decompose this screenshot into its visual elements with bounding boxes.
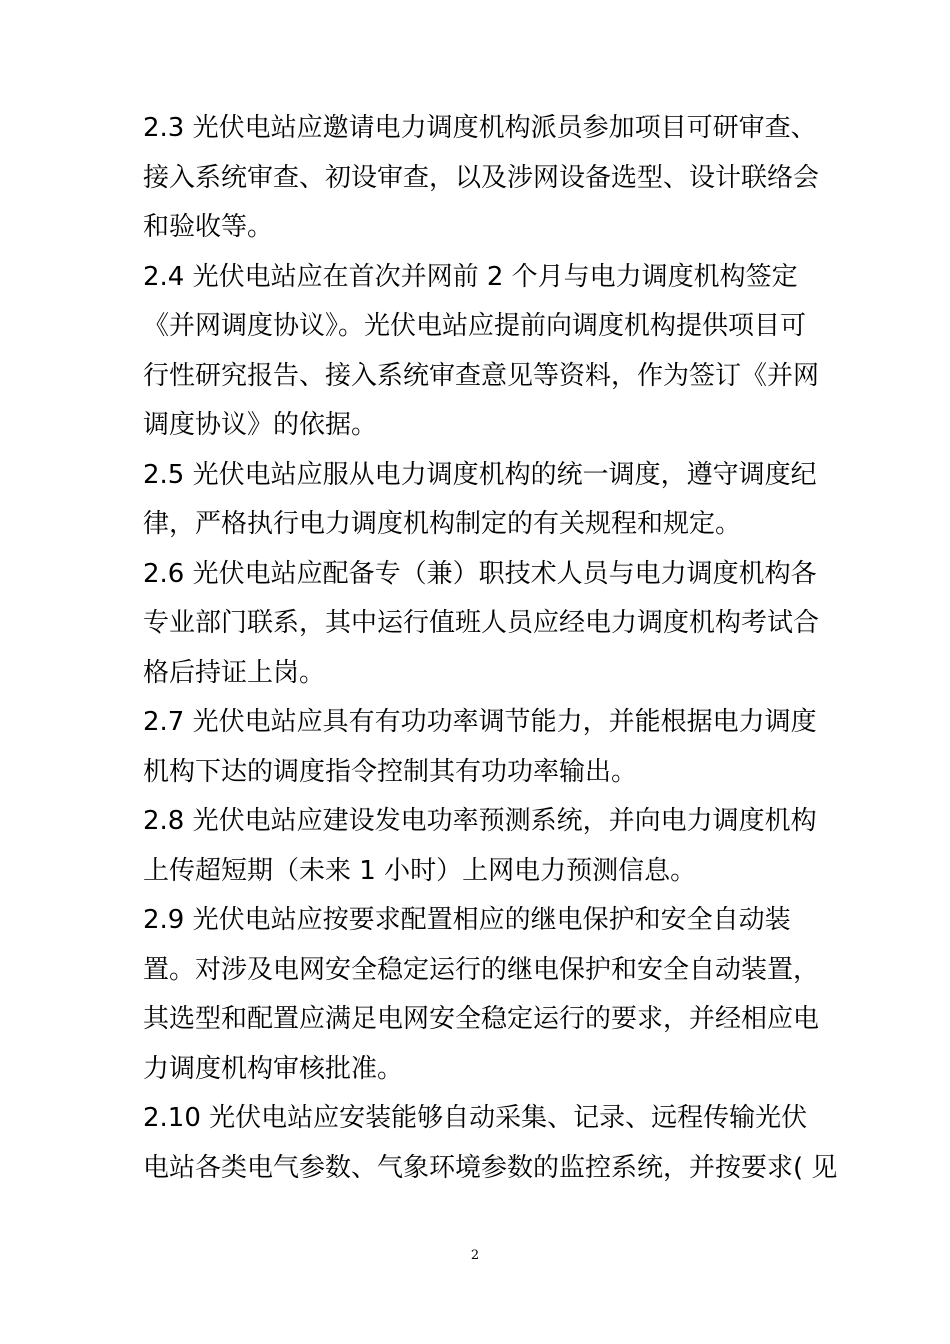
text-line: 2.5 光伏电站应服从电力调度机构的统一调度，遵守调度纪	[143, 459, 817, 490]
text-line: 力调度机构审核批准。	[143, 1053, 404, 1084]
text-line: 置。对涉及电网安全稳定运行的继电保护和安全自动装置，	[143, 954, 820, 985]
text-line: 律，严格执行电力调度机构制定的有关规程和规定。	[143, 509, 742, 539]
text-line: 和验收等。	[143, 212, 274, 242]
text-line: 其选型和配置应满足电网安全稳定运行的要求，并经相应电	[143, 1004, 820, 1034]
page-number: 2	[470, 1248, 480, 1263]
text-line: 2.6 光伏电站应配备专（兼）职技术人员与电力调度机构各	[143, 558, 817, 589]
body-text	[143, 104, 838, 1193]
text-line: 2.10 光伏电站应安装能够自动采集、记录、远程传输光伏	[143, 1103, 808, 1133]
text-line: 2.9 光伏电站应按要求配置相应的继电保护和安全自动装	[143, 905, 791, 935]
text-line: 上传超短期（未来 1 小时）上网电力预测信息。	[143, 855, 697, 886]
text-line: 2.8 光伏电站应建设发电功率预测系统，并向电力调度机构	[143, 806, 817, 836]
text-line: 调度协议》的依据。	[143, 410, 378, 440]
text-line: 接入系统审查、初设审查，以及涉网设备选型、设计联络会	[143, 162, 820, 193]
text-line: 机构下达的调度指令控制其有功功率输出。	[143, 756, 638, 787]
text-line: 2.3 光伏电站应邀请电力调度机构派员参加项目可研审查、	[143, 113, 817, 143]
text-line: 行性研究报告、接入系统审查意见等资料，作为签订《并网	[143, 360, 820, 391]
text-line: 2.4 光伏电站应在首次并网前 2 个月与电力调度机构签定	[143, 261, 798, 292]
text-line: 电站各类电气参数、气象环境参数的监控系统，并按要求( 见	[143, 1152, 838, 1183]
text-line: 《并网调度协议》。光伏电站应提前向调度机构提供项目可	[143, 311, 807, 341]
text-line: 格后持证上岗。	[143, 657, 326, 688]
text-line: 专业部门联系，其中运行值班人员应经电力调度机构考试合	[143, 608, 820, 638]
text-line: 2.7 光伏电站应具有有功功率调节能力，并能根据电力调度	[143, 707, 817, 737]
